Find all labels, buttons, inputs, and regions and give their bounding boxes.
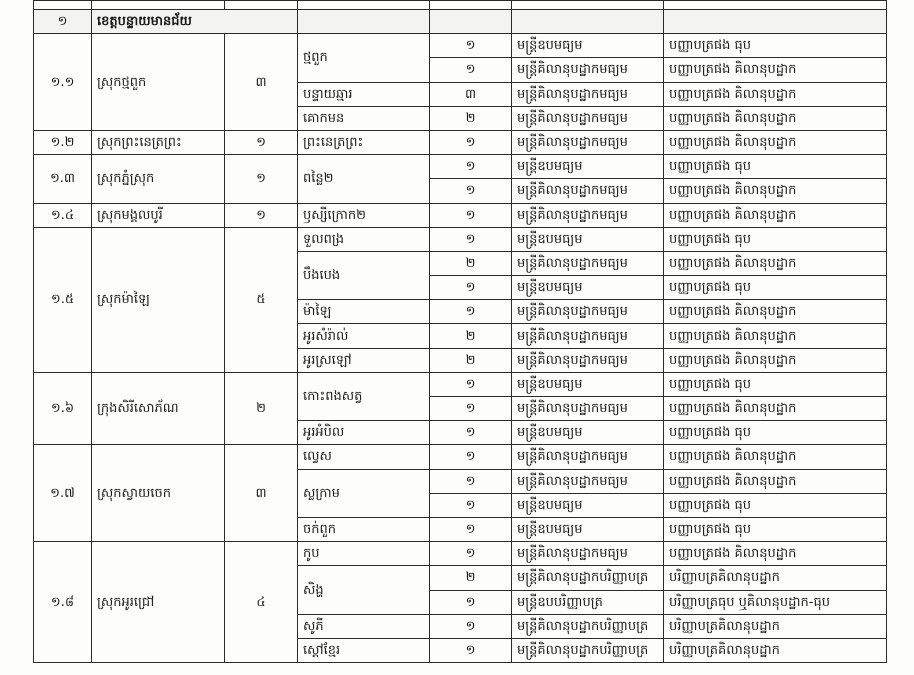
- district-index: ១.១: [34, 34, 92, 131]
- table-row: [34, 155, 887, 179]
- required-qualification: បញ្ញាបត្រផង ធុប: [664, 517, 887, 541]
- position-title: មន្ត្រីគិលានុបដ្ឋាកបរិញ្ញាបត្រ: [512, 638, 664, 662]
- position-title: មន្ត្រីគិលានុបដ្ឋាកមធ្យម: [512, 397, 664, 421]
- table-row: [34, 445, 887, 469]
- commune-name: ពន្លៃ២: [298, 155, 430, 203]
- commune-name: អូរសំរ៉ាល់: [298, 324, 430, 348]
- commune-name: សូភី: [298, 614, 430, 638]
- staff-number: ១: [430, 421, 512, 445]
- commune-name: អូរស្រឡៅ: [298, 348, 430, 372]
- required-qualification: បញ្ញាបត្រផង ធុប: [664, 155, 887, 179]
- table-row: [34, 542, 887, 566]
- position-title: មន្ត្រីឧបមធ្យម: [512, 227, 664, 251]
- district-commune-count: ១: [225, 203, 298, 227]
- staff-number: ១: [430, 34, 512, 58]
- staff-number: ១: [430, 276, 512, 300]
- staff-number: ១: [430, 517, 512, 541]
- district-commune-count: ១: [225, 155, 298, 203]
- commune-name: បន្ទាយឆ្មារ: [298, 82, 430, 106]
- header-row-stub: [34, 1, 887, 10]
- commune-name: ឫស្សីក្រោក២: [298, 203, 430, 227]
- table-row: [34, 130, 887, 154]
- staff-number: ១: [430, 300, 512, 324]
- staff-number: ២: [430, 106, 512, 130]
- staff-number: ១: [430, 155, 512, 179]
- staff-number: ១: [430, 58, 512, 82]
- commune-name: ស្តៅខ្មែរ: [298, 638, 430, 662]
- required-qualification: បរិញ្ញាបត្រធុប ឬគិលានុបដ្ឋាក-ធុប: [664, 590, 887, 614]
- staff-number: ១: [430, 179, 512, 203]
- required-qualification: បញ្ញាបត្រផង ធុប: [664, 34, 887, 58]
- staff-number: ៣: [430, 82, 512, 106]
- commune-name: ទួលពង្រ: [298, 227, 430, 251]
- position-title: មន្ត្រីគិលានុបដ្ឋាកមធ្យម: [512, 106, 664, 130]
- position-title: មន្ត្រីគិលានុបដ្ឋាកបរិញ្ញាបត្រ: [512, 566, 664, 590]
- staff-number: ១: [430, 590, 512, 614]
- district-index: ១.៤: [34, 203, 92, 227]
- table-row: [34, 203, 887, 227]
- district-commune-count: ៤: [225, 542, 298, 663]
- staff-number: ២: [430, 566, 512, 590]
- position-title: មន្ត្រីគិលានុបដ្ឋាកមធ្យម: [512, 203, 664, 227]
- position-title: មន្ត្រីឧបមធ្យម: [512, 493, 664, 517]
- staff-number: ១: [430, 469, 512, 493]
- district-commune-count: ២: [225, 372, 298, 445]
- required-qualification: បញ្ញាបត្រផង គិលានុបដ្ឋាក: [664, 300, 887, 324]
- staff-number: ១: [430, 397, 512, 421]
- required-qualification: បញ្ញាបត្រផង គិលានុបដ្ឋាក: [664, 179, 887, 203]
- district-commune-count: ១: [225, 130, 298, 154]
- required-qualification: បញ្ញាបត្រផង គិលានុបដ្ឋាក: [664, 106, 887, 130]
- required-qualification: បញ្ញាបត្រផង គិលានុបដ្ឋាក: [664, 397, 887, 421]
- district-index: ១.៣: [34, 155, 92, 203]
- position-title: មន្ត្រីឧបបរិញ្ញាបត្រ: [512, 590, 664, 614]
- commune-name: បឹងបេង: [298, 251, 430, 299]
- table-body: [34, 1, 887, 663]
- required-qualification: បញ្ញាបត្រផង គិលានុបដ្ឋាក: [664, 324, 887, 348]
- province-name: ខេត្តបន្ទាយមានជ័យ: [92, 10, 298, 34]
- staffing-table: [33, 0, 887, 663]
- district-name: ក្រុងសិរីសោភ័ណ: [92, 372, 225, 445]
- staff-number: ១: [430, 638, 512, 662]
- required-qualification: បញ្ញាបត្រផង គិលានុបដ្ឋាក: [664, 58, 887, 82]
- staff-number: ១: [430, 372, 512, 396]
- district-name: ស្រុកថ្មពួក: [92, 34, 225, 131]
- district-name: ស្រុកមង្គលបូរី: [92, 203, 225, 227]
- staff-number: ១: [430, 445, 512, 469]
- district-name: ស្រុកម៉ាឡៃ: [92, 227, 225, 372]
- district-commune-count: ៥: [225, 227, 298, 372]
- province-index: ១: [34, 10, 92, 34]
- commune-name: កូប: [298, 542, 430, 566]
- staff-number: ១: [430, 203, 512, 227]
- table-row: [34, 227, 887, 251]
- required-qualification: បញ្ញាបត្រផង គិលានុបដ្ឋាក: [664, 445, 887, 469]
- required-qualification: បរិញ្ញាបត្រគិលានុបដ្ឋាក: [664, 638, 887, 662]
- commune-name: គោកមន: [298, 106, 430, 130]
- district-commune-count: ៣: [225, 34, 298, 131]
- table-row: [34, 34, 887, 58]
- commune-name: ថ្មពួក: [298, 34, 430, 82]
- district-index: ១.៥: [34, 227, 92, 372]
- district-name: ស្រុកអូរជ្រៅ: [92, 542, 225, 663]
- required-qualification: បញ្ញាបត្រផង គិលានុបដ្ឋាក: [664, 130, 887, 154]
- district-commune-count: ៣: [225, 445, 298, 542]
- commune-name: ស្លក្រាម: [298, 469, 430, 517]
- required-qualification: បញ្ញាបត្រផង ធុប: [664, 372, 887, 396]
- district-index: ១.៧: [34, 445, 92, 542]
- district-name: ស្រុកភ្នំស្រុក: [92, 155, 225, 203]
- position-title: មន្ត្រីគិលានុបដ្ឋាកមធ្យម: [512, 300, 664, 324]
- staff-number: ១: [430, 493, 512, 517]
- commune-name: ម៉ាឡៃ: [298, 300, 430, 324]
- position-title: មន្ត្រីគិលានុបដ្ឋាកមធ្យម: [512, 324, 664, 348]
- staff-number: ១: [430, 614, 512, 638]
- commune-name: អូរអំបិល: [298, 421, 430, 445]
- required-qualification: បញ្ញាបត្រផង គិលានុបដ្ឋាក: [664, 348, 887, 372]
- position-title: មន្ត្រីគិលានុបដ្ឋាកមធ្យម: [512, 445, 664, 469]
- required-qualification: បរិញ្ញាបត្រគិលានុបដ្ឋាក: [664, 566, 887, 590]
- commune-name: ចក់ពួក: [298, 517, 430, 541]
- staff-number: ១: [430, 227, 512, 251]
- position-title: មន្ត្រីឧបមធ្យម: [512, 517, 664, 541]
- district-name: ស្រុកព្រះនេត្រព្រះ: [92, 130, 225, 154]
- position-title: មន្ត្រីឧបមធ្យម: [512, 372, 664, 396]
- commune-name: សិង្ហ: [298, 566, 430, 614]
- district-index: ១.៦: [34, 372, 92, 445]
- position-title: មន្ត្រីឧបមធ្យម: [512, 155, 664, 179]
- staff-number: ២: [430, 251, 512, 275]
- position-title: មន្ត្រីគិលានុបដ្ឋាកមធ្យម: [512, 58, 664, 82]
- district-index: ១.២: [34, 130, 92, 154]
- commune-name: ព្រះនេត្រព្រះ: [298, 130, 430, 154]
- required-qualification: បញ្ញាបត្រផង ធុប: [664, 421, 887, 445]
- required-qualification: បញ្ញាបត្រផង ធុប: [664, 227, 887, 251]
- required-qualification: បរិញ្ញាបត្រគិលានុបដ្ឋាក: [664, 614, 887, 638]
- district-index: ១.៨: [34, 542, 92, 663]
- position-title: មន្ត្រីគិលានុបដ្ឋាកបរិញ្ញាបត្រ: [512, 614, 664, 638]
- required-qualification: បញ្ញាបត្រផង ធុប: [664, 276, 887, 300]
- table-row: [34, 372, 887, 396]
- required-qualification: បញ្ញាបត្រផង គិលានុបដ្ឋាក: [664, 542, 887, 566]
- staff-number: ២: [430, 324, 512, 348]
- position-title: មន្ត្រីឧបមធ្យម: [512, 276, 664, 300]
- commune-name: ល្វេស: [298, 445, 430, 469]
- staff-number: ១: [430, 130, 512, 154]
- required-qualification: បញ្ញាបត្រផង គិលានុបដ្ឋាក: [664, 251, 887, 275]
- position-title: មន្ត្រីគិលានុបដ្ឋាកមធ្យម: [512, 469, 664, 493]
- staff-number: ១: [430, 542, 512, 566]
- position-title: មន្ត្រីគិលានុបដ្ឋាកមធ្យម: [512, 251, 664, 275]
- position-title: មន្ត្រីគិលានុបដ្ឋាកមធ្យម: [512, 130, 664, 154]
- staff-number: ២: [430, 348, 512, 372]
- position-title: មន្ត្រីឧបមធ្យម: [512, 34, 664, 58]
- district-name: ស្រុកស្វាយចេក: [92, 445, 225, 542]
- required-qualification: បញ្ញាបត្រផង គិលានុបដ្ឋាក: [664, 469, 887, 493]
- required-qualification: បញ្ញាបត្រផង គិលានុបដ្ឋាក: [664, 203, 887, 227]
- position-title: មន្ត្រីគិលានុបដ្ឋាកមធ្យម: [512, 179, 664, 203]
- required-qualification: បញ្ញាបត្រផង ធុប: [664, 493, 887, 517]
- position-title: មន្ត្រីគិលានុបដ្ឋាកមធ្យម: [512, 348, 664, 372]
- province-row: [34, 10, 887, 34]
- required-qualification: បញ្ញាបត្រផង គិលានុបដ្ឋាក: [664, 82, 887, 106]
- commune-name: កោះពងសត្វ: [298, 372, 430, 420]
- position-title: មន្ត្រីឧបមធ្យម: [512, 421, 664, 445]
- position-title: មន្ត្រីគិលានុបដ្ឋាកមធ្យម: [512, 82, 664, 106]
- position-title: មន្ត្រីគិលានុបដ្ឋាកមធ្យម: [512, 542, 664, 566]
